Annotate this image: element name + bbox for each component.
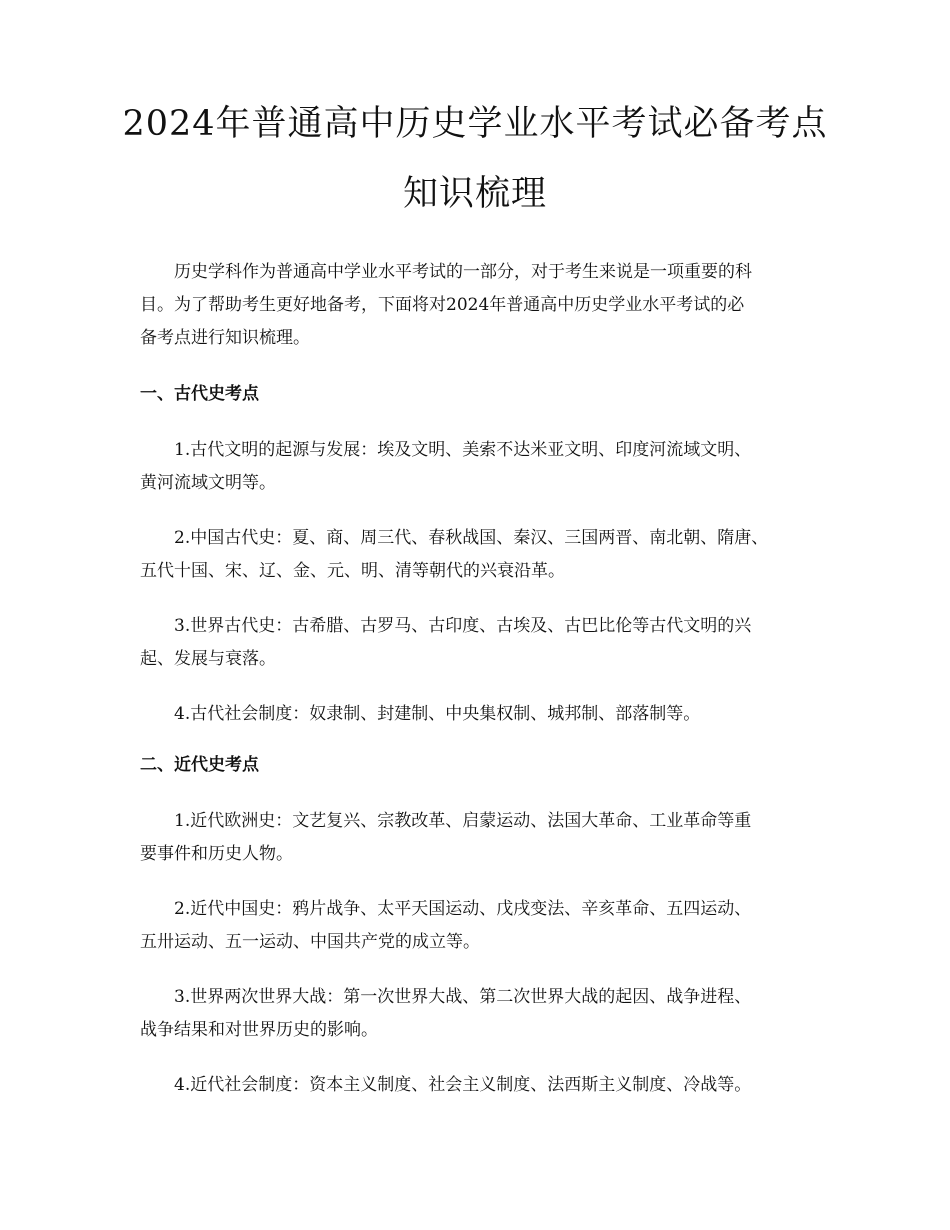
item-line: 1.近代欧洲史：文艺复兴、宗教改革、启蒙运动、法国大革命、工业革命等重 [174,811,752,831]
item-line: 3.世界古代史：古希腊、古罗马、古印度、古埃及、古巴比伦等古代文明的兴 [174,616,752,636]
item-line: 要事件和历史人物。 [140,844,293,864]
item-line: 2.近代中国史：鸦片战争、太平天国运动、戊戌变法、辛亥革命、五四运动、 [174,899,752,919]
item-line: 五卅运动、五一运动、中国共产党的成立等。 [140,932,480,952]
item-line: 4.近代社会制度：资本主义制度、社会主义制度、法西斯主义制度、冷战等。 [174,1075,752,1095]
item-line: 战争结果和对世界历史的影响。 [140,1020,378,1040]
intro-line: 目。为了帮助考生更好地备考，下面将对2024年普通高中历史学业水平考试的必 [140,295,745,315]
item-line: 2.中国古代史：夏、商、周三代、春秋战国、秦汉、三国两晋、南北朝、隋唐、 [174,528,769,548]
modern-item-3 [140,981,830,1047]
ancient-item-1 [140,434,830,500]
intro-line: 备考点进行知识梳理。 [140,328,310,348]
item-line: 4.古代社会制度：奴隶制、封建制、中央集权制、城邦制、部落制等。 [174,704,701,724]
ancient-item-2 [140,522,830,588]
modern-item-1 [140,805,830,871]
modern-item-2 [140,893,830,959]
section-heading-ancient: 一、古代史考点 [140,384,259,404]
ancient-item-3 [140,610,830,676]
page-title-line2: 知识梳理 [402,174,547,214]
intro-line: 历史学科作为普通高中学业水平考试的一部分，对于考生来说是一项重要的科 [174,262,752,282]
ancient-item-4 [140,698,830,731]
item-line: 五代十国、宋、辽、金、元、明、清等朝代的兴衰沿革。 [140,561,565,581]
intro-paragraph [140,256,830,355]
modern-item-4 [140,1069,830,1102]
item-line: 3.世界两次世界大战：第一次世界大战、第二次世界大战的起因、战争进程、 [174,987,752,1007]
item-line: 1.古代文明的起源与发展：埃及文明、美索不达米亚文明、印度河流域文明、 [174,440,752,460]
item-line: 起、发展与衰落。 [140,649,276,669]
page-title: 2024年普通高中历史学业水平考试必备考点 [122,104,828,144]
section-heading-modern: 二、近代史考点 [140,755,259,775]
item-line: 黄河流域文明等。 [140,473,276,493]
